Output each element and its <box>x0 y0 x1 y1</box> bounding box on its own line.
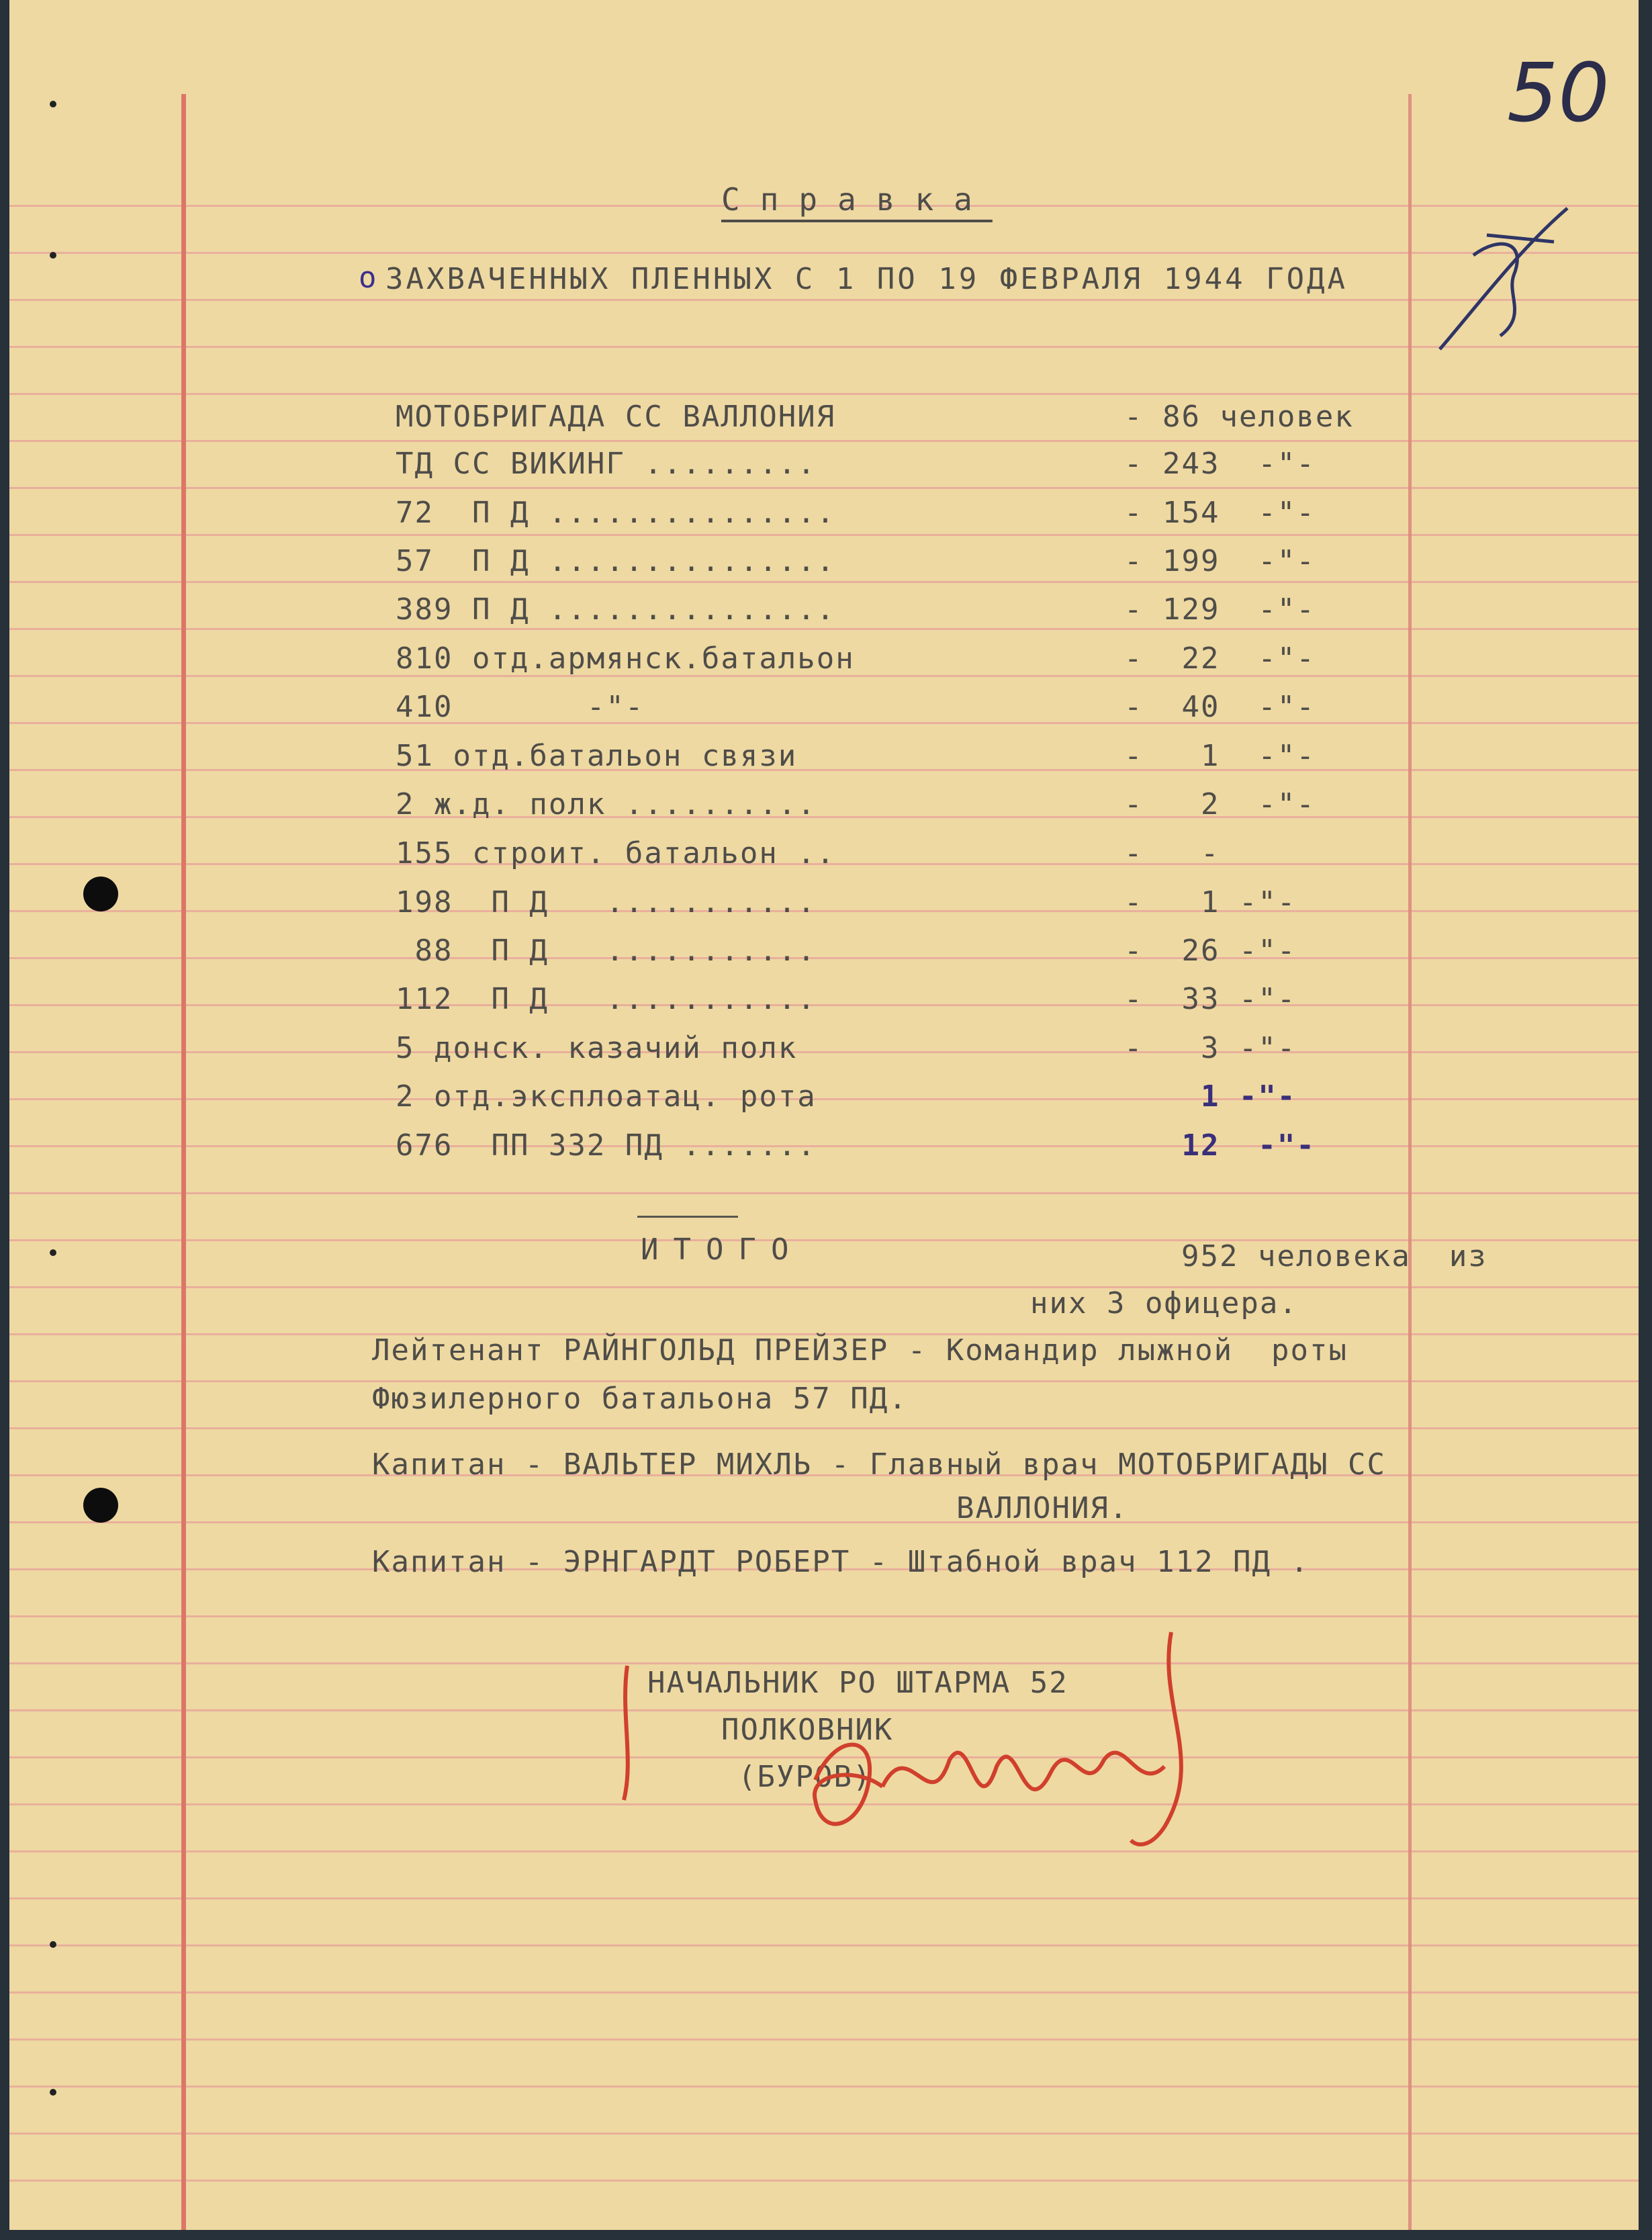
document-page <box>9 0 1639 2230</box>
note-line: Капитан - ВАЛЬТЕР МИХЛЬ - Главный врач МОТОБРИГАДЫ СС <box>372 1447 1386 1482</box>
row-label: 72 П Д ............... <box>396 496 836 530</box>
row-value: - 26 -"- <box>1124 934 1297 968</box>
ruled-line <box>9 1098 1639 1100</box>
ruled-line <box>9 346 1639 348</box>
row-value: - 2 -"- <box>1124 787 1316 821</box>
row-value: - 33 -"- <box>1124 982 1297 1016</box>
subtitle-prefix: о <box>359 261 378 295</box>
row-value: - 129 -"- <box>1124 592 1316 627</box>
ruled-line <box>9 299 1639 301</box>
ruled-line <box>9 2039 1639 2041</box>
total-value: 952 человека из <box>1181 1239 1487 1273</box>
ruled-line <box>9 440 1639 442</box>
punch-hole <box>83 877 118 911</box>
ruled-line <box>9 534 1639 536</box>
row-value: 12 -"- <box>1124 1128 1316 1163</box>
row-value: - 86 человек <box>1124 400 1354 434</box>
ruled-line <box>9 2180 1639 2182</box>
row-label: 5 донск. казачий полк <box>396 1031 798 1065</box>
row-value: - - <box>1124 836 1220 870</box>
signature-name: (БУРОВ) <box>738 1760 872 1794</box>
ruled-line <box>9 2086 1639 2088</box>
ruled-line <box>9 1615 1639 1617</box>
total-officers: них 3 офицера. <box>1030 1286 1298 1320</box>
row-label: 2 ж.д. полк .......... <box>396 787 817 821</box>
handwritten-mark <box>1433 195 1581 369</box>
row-label: 88 П Д ........... <box>396 934 817 968</box>
row-label: 810 отд.армянск.батальон <box>396 641 855 676</box>
row-value: - 40 -"- <box>1124 690 1316 724</box>
ruled-line <box>9 1004 1639 1006</box>
ruled-line <box>9 393 1639 395</box>
row-label: 155 строит. батальон .. <box>396 836 836 870</box>
note-line: ВАЛЛОНИЯ. <box>956 1491 1129 1525</box>
ruled-line <box>9 910 1639 912</box>
row-value: - 22 -"- <box>1124 641 1316 676</box>
ruled-line <box>9 252 1639 254</box>
row-label: 57 П Д ............... <box>396 544 836 578</box>
note-line: Лейтенант РАЙНГОЛЬД ПРЕЙЗЕР - Командир лыжной роты <box>372 1333 1348 1368</box>
ruled-line <box>9 722 1639 724</box>
page-number: 50 <box>1507 47 1610 140</box>
ruled-line <box>9 581 1639 583</box>
row-value: - 1 -"- <box>1124 885 1297 920</box>
ruled-line <box>9 816 1639 818</box>
row-value: - 3 -"- <box>1124 1031 1297 1065</box>
ruled-line <box>9 628 1639 630</box>
total-label: ИТОГО <box>641 1233 804 1267</box>
document-subtitle: ЗАХВАЧЕННЫХ ПЛЕННЫХ С 1 ПО 19 ФЕВРАЛЯ 1944 ГОДА <box>385 262 1348 296</box>
handwritten-signature <box>614 1625 1218 1908</box>
binder-mark <box>50 252 56 259</box>
row-label: 112 П Д ........... <box>396 982 817 1016</box>
ruled-line <box>9 769 1639 771</box>
row-value: - 199 -"- <box>1124 544 1316 578</box>
row-value: - 1 -"- <box>1124 739 1316 773</box>
margin-line <box>1408 94 1412 2230</box>
total-underline <box>637 1216 738 1218</box>
document-title: Справка <box>721 181 993 218</box>
binder-mark <box>50 1249 56 1256</box>
ruled-line <box>9 1286 1639 1288</box>
ruled-line <box>9 1521 1639 1523</box>
row-value: - 243 -"- <box>1124 447 1316 481</box>
binder-mark <box>50 2089 56 2096</box>
signature-rank: ПОЛКОВНИК <box>721 1713 894 1747</box>
row-value: - 154 -"- <box>1124 496 1316 530</box>
ruled-line <box>9 487 1639 489</box>
binder-mark <box>50 1941 56 1948</box>
note-line: Фюзилерного батальона 57 ПД. <box>372 1382 908 1416</box>
row-label: 2 отд.эксплоатац. рота <box>396 1079 817 1114</box>
row-label: ТД СС ВИКИНГ ......... <box>396 447 817 481</box>
punch-hole <box>83 1488 118 1523</box>
row-value: 1 -"- <box>1124 1079 1297 1114</box>
row-label: 389 П Д ............... <box>396 592 836 627</box>
margin-line <box>181 94 186 2230</box>
ruled-line <box>9 1944 1639 1946</box>
row-label: 676 ПП 332 ПД ....... <box>396 1128 817 1163</box>
note-line: Капитан - ЭРНГАРДТ РОБЕРТ - Штабной врач 112 ПД . <box>372 1545 1310 1579</box>
row-label: 51 отд.батальон связи <box>396 739 798 773</box>
ruled-line <box>9 1192 1639 1194</box>
ruled-line <box>9 1145 1639 1147</box>
binder-mark <box>50 101 56 107</box>
row-label: 410 -"- <box>396 690 645 724</box>
ruled-line <box>9 957 1639 959</box>
ruled-line <box>9 1991 1639 1993</box>
row-label: МОТОБРИГАДА СС ВАЛЛОНИЯ <box>396 400 836 434</box>
signature-title: НАЧАЛЬНИК РО ШТАРМА 52 <box>647 1666 1068 1700</box>
ruled-line <box>9 1051 1639 1053</box>
row-label: 198 П Д ........... <box>396 885 817 920</box>
ruled-line <box>9 2133 1639 2135</box>
ruled-line <box>9 1427 1639 1429</box>
